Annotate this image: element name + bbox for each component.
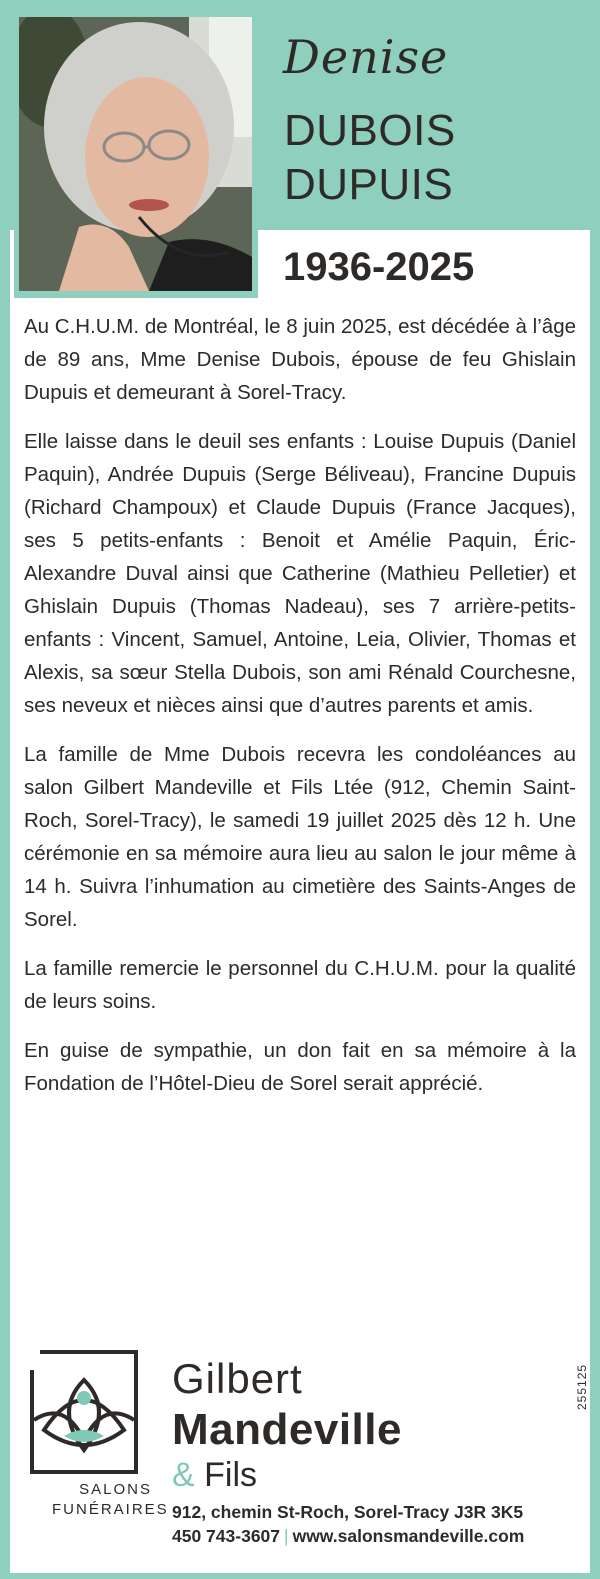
fils-label: Fils <box>204 1456 258 1494</box>
obituary-text <box>24 310 576 1116</box>
lotus-logo-icon <box>24 1340 144 1480</box>
brand-name-gilbert: Gilbert <box>172 1355 303 1402</box>
funeral-home-contact <box>172 1526 524 1547</box>
portrait-illustration <box>19 17 252 291</box>
brand-name-fils <box>172 1456 257 1495</box>
paragraph-family: Elle laisse dans le deuil ses enfants : Louise Dupuis (Daniel Paquin), Andrée Dupuis (Serge Béliveau), Francine Dupuis (Richard Champoux) et Claude Dupuis (France Jacques), ses 5 petits-enfants : Benoit et Amélie Paquin, Éric-Alexandre Duval ainsi que Catherine (Mathieu Pelletier) et Ghislain Dupuis (Thomas Nadeau), ses 7 arrière-petits-enfants : Vincent, Samuel, Antoine, Leia, Olivier, Thomas et Alexis, sa sœur Stella Dubois, son ami Rénald Courchesne, ses neveux et nièces ainsi que d’autres parents et amis. <box>24 430 576 717</box>
last-name-block <box>284 104 456 212</box>
funeraires-label: FUNÉRAIRES <box>52 1501 169 1518</box>
salons-funeraires-label <box>52 1480 169 1520</box>
paragraph-death: Au C.H.U.M. de Montréal, le 8 juin 2025, est décédée à l’âge de 89 ans, Mme Denise Dubois, épouse de feu Ghislain Dupuis et demeurant à Sorel-Tracy. <box>24 315 576 404</box>
last-name-2: DUPUIS <box>284 160 454 209</box>
funeral-home-footer <box>0 1330 600 1579</box>
ampersand: & <box>172 1456 195 1494</box>
first-name: Denise <box>283 30 449 84</box>
paragraph-donation: En guise de sympathie, un don fait en sa mémoire à la Fondation de l’Hôtel-Dieu de Sorel serait apprécié. <box>24 1039 576 1095</box>
website-link[interactable]: www.salonsmandeville.com <box>292 1526 525 1546</box>
last-name-1: DUBOIS <box>284 106 456 155</box>
funeral-home-address: 912, chemin St-Roch, Sorel-Tracy J3R 3K5 <box>172 1502 524 1522</box>
paragraph-thanks: La famille remercie le personnel du C.H.U.M. pour la qualité de leurs soins. <box>24 957 576 1013</box>
brand-name-mandeville: Mandeville <box>172 1405 402 1454</box>
salons-label: SALONS <box>79 1481 152 1498</box>
phone-number: 450 743-3607 <box>172 1526 281 1546</box>
paragraph-funeral: La famille de Mme Dubois recevra les condoléances au salon Gilbert Mandeville et Fils Ltée (912, Chemin Saint-Roch, Sorel-Tracy), le samedi 19 juillet 2025 dès 12 h. Une cérémonie en sa mémoire aura lieu au salon le jour même à 14 h. Suivra l’inhumation au cimetière des Saints-Anges de Sorel. <box>24 743 576 931</box>
life-years: 1936-2025 <box>283 245 475 289</box>
contact-separator: | <box>284 1526 289 1546</box>
ad-reference-number: 255125 <box>575 1363 589 1410</box>
portrait-photo <box>19 17 252 291</box>
